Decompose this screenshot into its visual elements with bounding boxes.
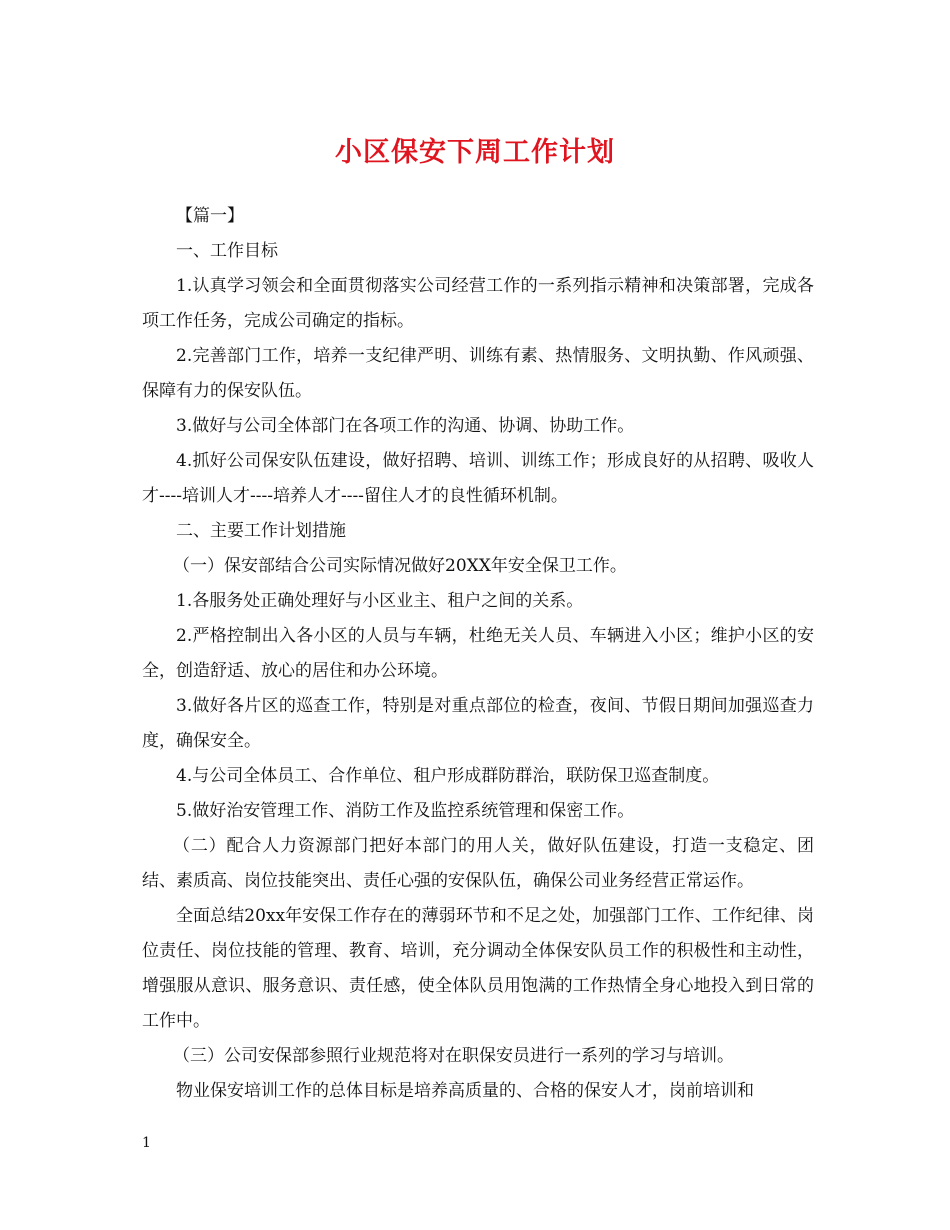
document-title: 小区保安下周工作计划 [335,137,615,168]
subheading-measure-3: （三）公司安保部参照行业规范将对在职保安员进行一系列的学习与培训。 [173,1046,734,1066]
paragraph-goal-2: 2.完善部门工作，培养一支纪律严明、训练有素、热情服务、文明执勤、作风顽强、保障有力的保安队伍。 [142,346,814,401]
paragraph-measure-1-2: 2.严格控制出入各小区的人员与车辆，杜绝无关人员、车辆进入小区；维护小区的安全，创造舒适、放心的居住和办公环境。 [142,626,814,681]
heading-work-goals: 一、工作目标 [176,241,278,261]
document-body [142,199,814,1109]
paragraph-summary: 全面总结20xx年安保工作存在的薄弱环节和不足之处，加强部门工作、工作纪律、岗位责任、岗位技能的管理、教育、培训，充分调动全体保安队员工作的积极性和主动性，增强服从意识、服务意识、责任感，使全体队员用饱满的工作热情全身心地投入到日常的工作中。 [142,906,814,1031]
section-heading-part-one: 【篇一】 [176,206,244,226]
page-number: 1 [142,1135,151,1151]
subheading-measure-1: （一）保安部结合公司实际情况做好20XX年安全保卫工作。 [173,556,627,576]
paragraph-measure-1-4: 4.与公司全体员工、合作单位、租户形成群防群治，联防保卫巡查制度。 [176,766,720,786]
paragraph-measure-1-3: 3.做好各片区的巡查工作，特别是对重点部位的检查，夜间、节假日期间加强巡查力度，确保安全。 [142,696,814,751]
heading-main-measures: 二、主要工作计划措施 [176,521,346,541]
paragraph-measure-1-1: 1.各服务处正确处理好与小区业主、租户之间的关系。 [176,591,584,611]
paragraph-goal-3: 3.做好与公司全体部门在各项工作的沟通、协调、协助工作。 [176,416,635,436]
subheading-measure-2: （二）配合人力资源部门把好本部门的用人关，做好队伍建设，打造一支稳定、团结、素质高、岗位技能突出、责任心强的安保队伍，确保公司业务经营正常运作。 [142,836,814,891]
paragraph-goal-4: 4.抓好公司保安队伍建设，做好招聘、培训、训练工作；形成良好的从招聘、吸收人才----培训人才----培养人才----留住人才的良性循环机制。 [142,451,814,506]
paragraph-training-goal: 物业保安培训工作的总体目标是培养高质量的、合格的保安人才，岗前培训和 [176,1081,754,1101]
paragraph-goal-1: 1.认真学习领会和全面贯彻落实公司经营工作的一系列指示精神和决策部署，完成各项工作任务，完成公司确定的指标。 [142,276,814,331]
paragraph-measure-1-5: 5.做好治安管理工作、消防工作及监控系统管理和保密工作。 [176,801,635,821]
